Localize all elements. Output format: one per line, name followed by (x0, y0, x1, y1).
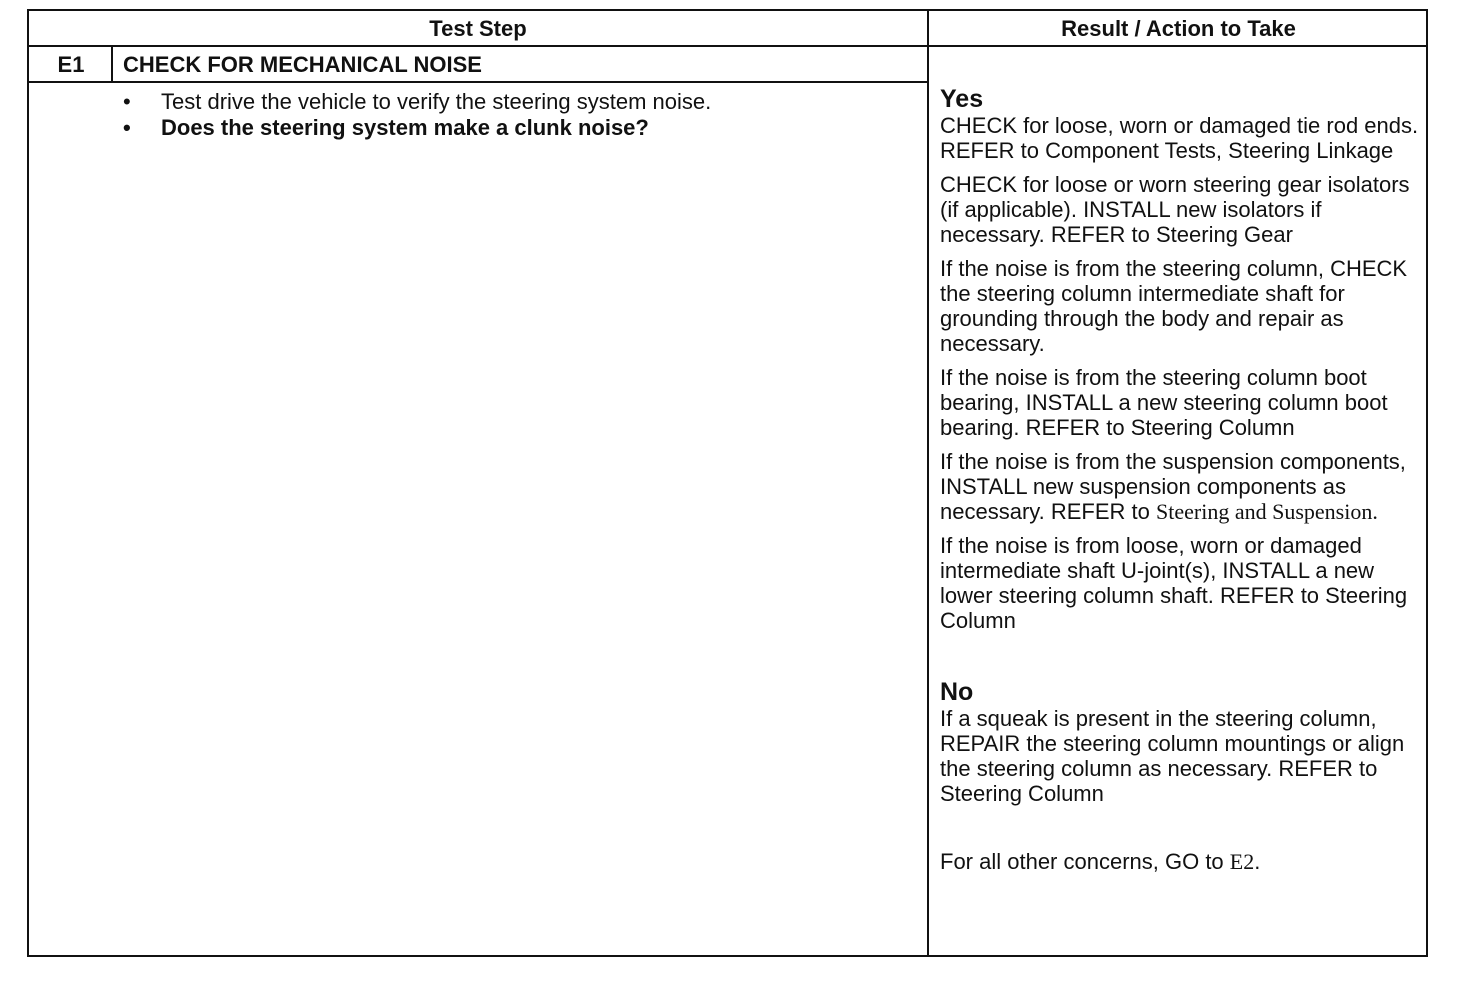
yes-label: Yes (940, 85, 984, 113)
header-test-step: Test Step (429, 16, 527, 41)
yes-action-5 (940, 449, 1420, 524)
no-action-2 (940, 849, 1420, 874)
yes-action-3: If the noise is from the steering column, CHECK the steering column intermediate shaft for grounding through the body and repair as necessary. (940, 256, 1408, 356)
steering-suspension-link[interactable]: Steering and Suspension. (1156, 499, 1378, 524)
diagnostic-table (27, 9, 1428, 957)
yes-action-5-text: If the noise is from the suspension components, INSTALL new suspension components as necessary. REFER to (940, 449, 1406, 524)
e2-link[interactable]: E2 (1229, 849, 1255, 874)
no-label: No (940, 678, 974, 706)
column-divider (927, 11, 929, 957)
header-result-action: Result / Action to Take (1061, 16, 1296, 41)
question-item: • Does the steering system make a clunk noise? (123, 115, 913, 141)
spacer (940, 642, 1420, 678)
yes-action-4: If the noise is from the steering column boot bearing, INSTALL a new steering column boot bearing. REFER to Steering Column (940, 365, 1388, 440)
step-id: E1 (57, 52, 85, 77)
yes-action-2: CHECK for loose or worn steering gear isolators (if applicable). INSTALL new isolators if necessary. REFER to Steering Gear (940, 172, 1410, 247)
no-action-1: If a squeak is present in the steering column, REPAIR the steering column mountings or align the steering column as necessary. REFER to Steering Column (940, 706, 1405, 806)
yes-action-1: CHECK for loose, worn or damaged tie rod ends. REFER to Component Tests, Steering Linkage (940, 113, 1419, 163)
step-title: CHECK FOR MECHANICAL NOISE (123, 52, 482, 77)
no-action-2-end: . (1254, 849, 1261, 874)
spacer (940, 815, 1420, 849)
instruction-item: • Test drive the vehicle to verify the steering system noise. (123, 89, 913, 115)
no-action-2-text: For all other concerns, GO to (940, 849, 1224, 874)
step-instructions (123, 89, 913, 141)
result-column (940, 85, 1420, 883)
yes-action-6: If the noise is from loose, worn or damaged intermediate shaft U-joint(s), INSTALL a new lower steering column shaft. REFER to Steering Column (940, 533, 1408, 633)
